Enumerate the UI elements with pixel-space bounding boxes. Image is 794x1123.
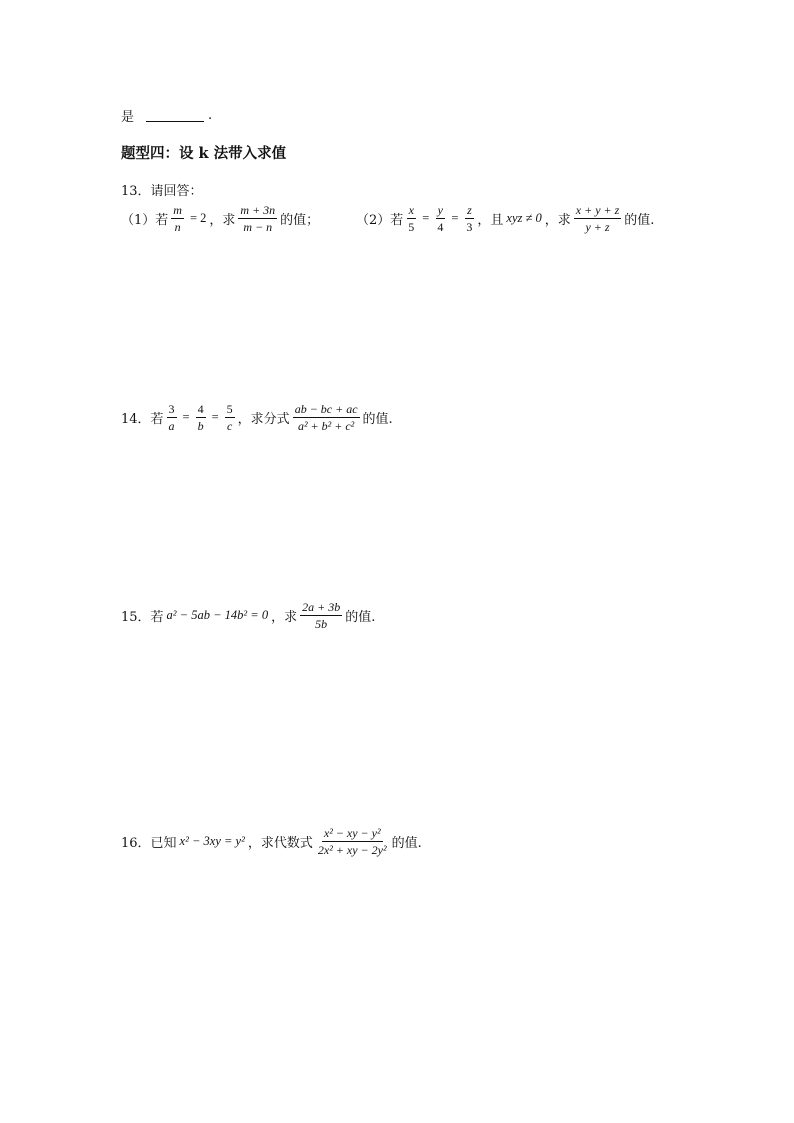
q14-label: 14．若: [121, 412, 164, 427]
fraction-denominator: 5: [408, 220, 415, 234]
fraction-denominator: a: [168, 419, 175, 433]
q16-target-fraction: [316, 826, 389, 857]
q14-target-fraction: [293, 402, 360, 433]
top-answer-line: [121, 106, 212, 125]
q13-p2-target-fraction: [574, 203, 622, 234]
q13-p1-target-fraction: [238, 203, 277, 234]
equals-sign: =: [422, 211, 430, 225]
q15-equation: a² − 5ab − 14b² = 0: [166, 608, 269, 622]
q14-fraction-3-a: [167, 402, 177, 433]
q16-end: 的值.: [391, 836, 422, 851]
q13-p2-tag: （2）若: [356, 213, 404, 228]
q15-end: 的值.: [345, 610, 376, 625]
q13-p2-condition: xyz ≠ 0: [506, 211, 542, 225]
equals-sign: =: [451, 211, 459, 225]
q13-p2-fraction-y: [435, 203, 445, 234]
fraction-denominator: 3: [466, 220, 473, 234]
fraction-numerator: m: [173, 203, 182, 217]
q13-label: 13．请回答：: [121, 184, 203, 199]
fraction-denominator: 2x² + xy − 2y²: [317, 843, 387, 857]
q13-part1: [121, 203, 319, 234]
q16-equation: x² − 3xy = y²: [179, 834, 245, 848]
q13-p2-fraction-x: [406, 203, 416, 234]
section-heading: 题型四：设 k 法带入求值: [121, 145, 287, 162]
fraction-numerator: m + 3n: [240, 203, 276, 217]
q13-p2-fraction-z: [464, 203, 474, 234]
q16-label: 16．已知: [121, 836, 177, 851]
fraction-numerator: x + y + z: [575, 203, 620, 217]
fraction-numerator: 5: [226, 402, 233, 416]
fraction-numerator: y: [437, 203, 443, 217]
fraction-numerator: x² − xy − y²: [323, 826, 381, 840]
fraction-numerator: ab − bc + ac: [294, 402, 358, 416]
top-line-prefix: 是: [121, 110, 135, 125]
q14-mid: ，求分式: [237, 412, 290, 427]
q15-mid: ，求: [271, 610, 298, 625]
q13-part2: [356, 203, 654, 234]
fraction-numerator: 4: [197, 402, 204, 416]
q15-label: 15．若: [121, 610, 164, 625]
fraction-numerator: x: [408, 203, 414, 217]
q13-p2-mid2: ，求: [544, 213, 571, 228]
q14-fraction-4-b: [196, 402, 206, 433]
equals-sign: =: [182, 410, 190, 424]
q14-end: 的值.: [362, 412, 393, 427]
fraction-denominator: c: [227, 419, 233, 433]
q13-p2-end: 的值.: [624, 213, 655, 228]
q16-mid: ，求代数式: [247, 836, 313, 851]
q15: [121, 600, 375, 631]
q13-p1-fraction-m-n: [171, 203, 184, 234]
top-line-suffix: .: [208, 108, 213, 123]
q13-p2-mid: ，且: [477, 213, 504, 228]
q15-target-fraction: [300, 600, 342, 631]
fraction-numerator: z: [467, 203, 472, 217]
q13-p1-equals: = 2: [189, 211, 207, 225]
fraction-denominator: 4: [437, 220, 444, 234]
fraction-numerator: 2a + 3b: [302, 600, 341, 614]
q16: [121, 826, 422, 857]
q13-p1-end: 的值；: [280, 213, 320, 228]
fraction-denominator: y + z: [585, 220, 610, 234]
q13-p1-mid: ，求: [209, 213, 236, 228]
fraction-denominator: n: [174, 220, 181, 234]
answer-blank: [146, 109, 204, 122]
fraction-denominator: 5b: [315, 617, 328, 631]
fraction-denominator: b: [197, 419, 204, 433]
q14: [121, 402, 393, 433]
equals-sign: =: [211, 410, 219, 424]
fraction-denominator: a² + b² + c²: [297, 419, 355, 433]
q13-p1-tag: （1）若: [121, 213, 169, 228]
fraction-denominator: m − n: [243, 220, 273, 234]
q14-fraction-5-c: [225, 402, 235, 433]
fraction-numerator: 3: [168, 402, 175, 416]
